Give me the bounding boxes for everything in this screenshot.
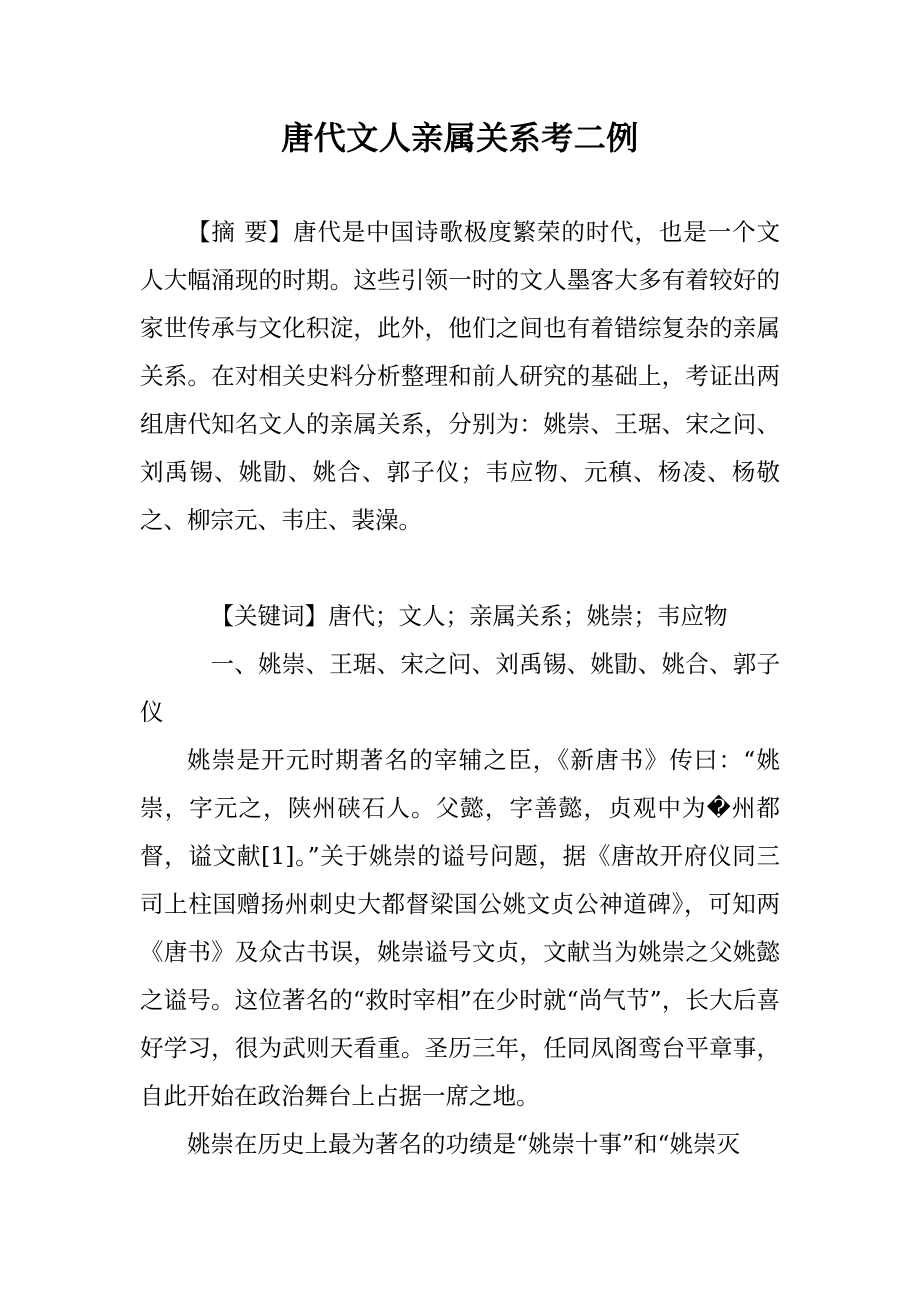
abstract-paragraph: 【摘 要】唐代是中国诗歌极度繁荣的时代，也是一个文人大幅涌现的时期。这些引领一时的文人墨客大多有着较好的家世传承与文化积淀，此外，他们之间也有着错综复杂的亲属关系。在对相关史料分析整理和前人研究的基础上，考证出两组唐代知名文人的亲属关系，分别为：姚崇、王琚、宋之问、刘禹锡、姚勖、姚合、郭子仪；韦应物、元稹、杨凌、杨敬之、柳宗元、韦庄、裴澡。 bbox=[140, 218, 780, 534]
document-body bbox=[140, 208, 780, 1168]
document-title: 唐代文人亲属关系考二例 bbox=[281, 119, 639, 157]
body-paragraph: 姚崇在历史上最为著名的功绩是“姚崇十事”和“姚崇灭 bbox=[187, 1130, 741, 1158]
section-heading: 一、姚崇、王琚、宋之问、刘禹锡、姚勖、姚合、郭子仪 bbox=[140, 650, 780, 726]
body-paragraph: 姚崇是开元时期著名的宰辅之臣，《新唐书》传曰：“姚崇，字元之，陕州硖石人。父懿，字善懿，贞观中为�州都督，谥文献[1]。”关于姚崇的谥号问题，据《唐故开府仪同三司上柱国赠扬州刺史大都督梁国公姚文贞公神道碑》，可知两《唐书》及众古书误，姚崇谥号文贞，文献当为姚崇之父姚懿之谥号。这位著名的“救时宰相”在少时就“尚气节”，长大后喜好学习，很为武则天看重。圣历三年，任同凤阁鸾台平章事，自此开始在政治舞台上占据一席之地。 bbox=[140, 746, 780, 1110]
keywords-paragraph: 【关键词】唐代；文人；亲属关系；姚崇；韦应物 bbox=[210, 602, 728, 630]
